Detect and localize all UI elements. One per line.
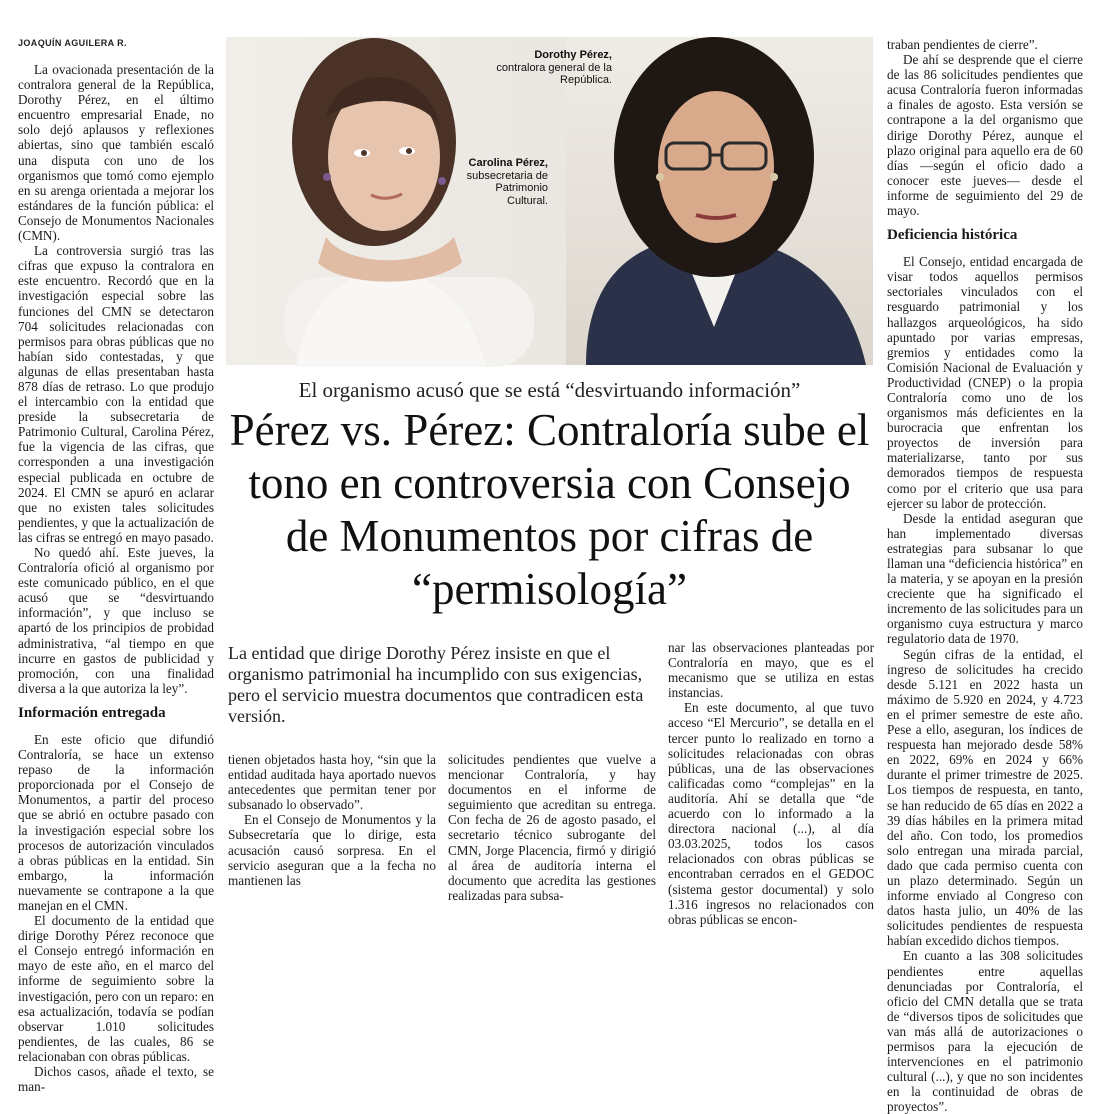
byline: JOAQUÍN AGUILERA R.	[18, 38, 127, 48]
article-column-b3	[668, 640, 874, 927]
paragraph: En este documento, al que tuvo acceso “El Mercurio”, se detalla en el tercer punto lo realizado en torno a solicitudes relacionadas con obras públicas, una de las observaciones calificadas como “complejas” en la auditoría. Ahí se detalla que “de acuerdo con lo informado a la directora nacional (...), al día 03.03.2025, todos los casos relacionados con obras públicas se encontraban cerrados en el GEDOC (sistema gestor documental) y solo 1.316 ingresos no relacionados con obras públicas se encon-	[668, 700, 874, 927]
caption-name: Carolina Pérez,	[468, 157, 548, 169]
article-photo	[226, 37, 873, 365]
paragraph: Desde la entidad aseguran que han implementado diversas estrategias para subsanar lo que llaman una “deficiencia histórica” en la materia, y se apoyan en la presión creciente que ha significado el incremento de las solicitudes para un organismo cuya estructura y marco regulatorio data de 1970.	[887, 510, 1083, 647]
headline: Pérez vs. Pérez: Contraloría sube el tono en controversia con Consejo de Monumentos por cifras de “permisología”	[229, 405, 870, 614]
article-column-4	[887, 37, 1083, 1114]
caption-carolina	[456, 157, 548, 207]
paragraph: El documento de la entidad que dirige Dorothy Pérez reconoce que el Consejo entregó información en mayo de este año, en el marco del informe de seguimiento sobre la investigación, pero con un reparo: en esa actualización, todavía se podían observar 1.010 solicitudes pendientes, de las cuales, 86 se relacionaban con obras públicas.	[18, 913, 214, 1064]
article-column-b1	[228, 752, 436, 888]
paragraph: La controversia surgió tras las cifras que expuso la contralora en este encuentro. Recordó que en la investigación especial sobre las funciones del CMN se detectaron 704 solicitudes relacionadas con permisos para obras públicas que no habían sido contestadas, y que algunas de ellas presentaban hasta 878 días de retraso. Lo que produjo el intercambio con la entidad que preside la subsecretaria de Patrimonio Cultural, Carolina Pérez, fue la vigencia de las cifras, que corresponden a una investigación especial publicada en octubre de 2024. El CMN se apuró en aclarar que no existen tales solicitudes pendientes, y que la actualización de las cifras se entregó en mayo pasado.	[18, 243, 214, 545]
paragraph: En este oficio que difundió Contraloría, se hace un extenso repaso de la información proporcionada por el Consejo de Monumentos, a partir del proceso que se abrió en octubre pasado con la investigación especial sobre los procesos de autorización vinculados a obras públicas en la entidad. Sin embargo, la información nuevamente se contrapone a la que manejan en el CMN.	[18, 731, 214, 913]
article-column-b2	[448, 752, 656, 903]
kicker: El organismo acusó que se está “desvirtuando información”	[298, 378, 801, 402]
deck: La entidad que dirige Dorothy Pérez insiste en que el organismo patrimonial ha incumplido con sus exigencias, pero el servicio muestra documentos que contradicen esta versión.	[228, 643, 644, 726]
paragraph: No quedó ahí. Este jueves, la Contraloría ofició al organismo por este comunicado público, en el que acusó que se “desvirtuando información”, y que incluso se apartó de los principios de probidad administrativa, “al tiempo en que incurre en gastos de publicidad y promoción, con una finalidad diversa a la que autoriza la ley”.	[18, 545, 214, 696]
paragraph: Según cifras de la entidad, el ingreso de solicitudes ha crecido desde 5.121 en 2022 hasta un máximo de 5.920 en 2024, y 4.723 en el primer semestre de este año. Pese a ello, aseguran, los índices de respuesta han mejorado desde 58% en 2022, 69% en 2024 y 66% durante el primer trimestre de 2025. Los tiempos de respuesta, en tanto, se han reducido de 65 días en 2022 a 39 días hábiles en la primera mitad del año. Con todo, los promedios solo entregan una mirada parcial, dado que cada permiso cuenta con un plazo determinado. Según un informe enviado al Congreso con datos hasta julio, un 40% de las solicitudes pendientes de respuesta habían excedido dichos tiempos.	[887, 646, 1083, 949]
paragraph: La ovacionada presentación de la contralora general de la República, Dorothy Pérez, en el último encuentro empresarial Enade, no solo dejó aplausos y reflexiones abiertas, sino que también escaló una disputa con uno de los organismos que tomó como ejemplo en su arenga orientada a mejorar los estándares de la función pública: el Consejo de Monumentos Nacionales (CMN).	[18, 62, 214, 244]
paragraph: nar las observaciones planteadas por Contraloría en mayo, que es el mecanismo que se utiliza en estas instancias.	[668, 640, 874, 701]
paragraph: El Consejo, entidad encargada de visar todos aquellos permisos sectoriales vinculados con el resguardo patrimonial y los hallazgos arqueológicos, ha sido apuntado por varias empresas, gremios y entidades como la Comisión Nacional de Evaluación y Productividad (CNEP) o la propia Contraloría como uno de los organismos más deficientes en la burocracia que enfrentan los proyectos de inversión para materializarse, tanto por sus demorados tiempos de respuesta como por el criterio que usa para ejercer su labor de protección.	[887, 254, 1083, 511]
paragraph: solicitudes pendientes que vuelve a mencionar Contraloría, y hay documentos en el informe de seguimiento que acreditan su entrega. Con fecha de 26 de agosto pasado, el secretario técnico subrogante del CMN, Jorge Placencia, firmó y dirigió al área de auditoría interna el documento que acredita las gestiones realizadas para subsa-	[448, 752, 656, 903]
paragraph: En cuanto a las 308 solicitudes pendientes entre aquellas denunciadas por Contraloría, el oficio del CMN detalla que se trata de “diversos tipos de solicitudes que van más allá de autorizaciones o permisos para la ejecución de intervenciones en el patrimonio cultural (...), y que no son incidentes en la continuidad de obras de proyectos”.	[887, 948, 1083, 1114]
subhead-deficiencia: Deficiencia histórica	[887, 227, 1018, 244]
article-column-1	[18, 62, 214, 1095]
subhead-informacion: Información entregada	[18, 704, 166, 721]
caption-name: Dorothy Pérez,	[534, 49, 612, 61]
paragraph: Dichos casos, añade el texto, se man-	[18, 1064, 214, 1095]
paragraph: tienen objetados hasta hoy, “sin que la entidad auditada haya aportado nuevos antecedentes que permitan tener por subsanado lo observado”.	[228, 752, 436, 813]
paragraph: traban pendientes de cierre”.	[887, 37, 1038, 52]
paragraph: De ahí se desprende que el cierre de las 86 solicitudes pendientes que acusa Contraloría fueron informadas a finales de agosto. Esta versión se contrapone a la del organismo que dirige Dorothy Pérez, aunque el plazo original para aquello era de 60 días —según el oficio dado a conocer este jueves— desde el informe de seguimiento del 29 de mayo.	[887, 52, 1083, 219]
caption-role: subsecretaria de Patrimonio Cultural.	[466, 169, 548, 207]
caption-role: contralora general de la República.	[496, 61, 612, 86]
paragraph: En el Consejo de Monumentos y la Subsecretaría que lo dirige, esta acusación causó sorpresa. En el servicio aseguran que a la fecha no mantienen las	[228, 812, 436, 888]
caption-dorothy	[484, 49, 612, 87]
